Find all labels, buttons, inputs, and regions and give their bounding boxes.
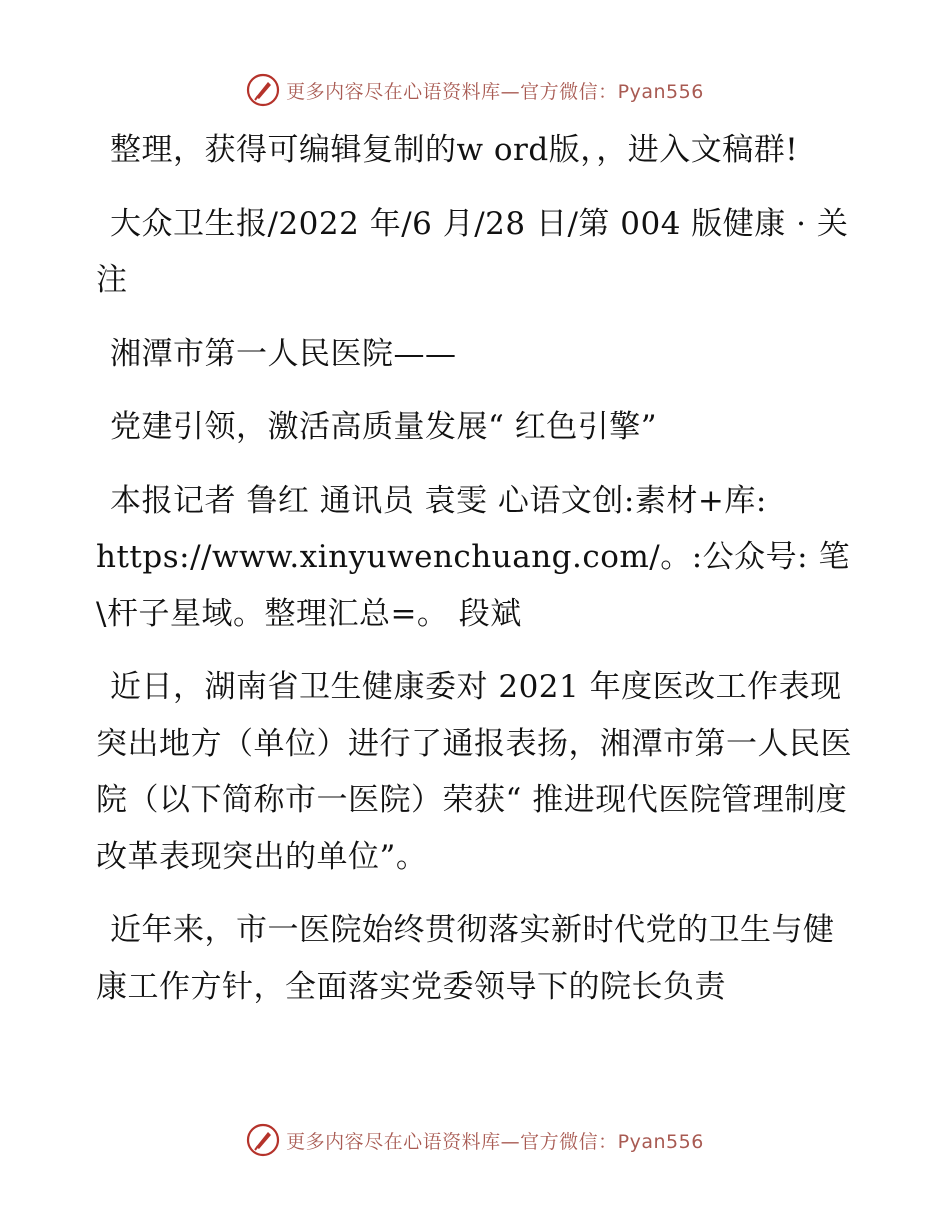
- paragraph-body: 近年来，市一医院始终贯彻落实新时代党的卫生与健康工作方针，全面落实党委领导下的院长负责: [96, 912, 835, 1005]
- header-banner-text: 更多内容尽在心语资料库—官方微信：Pyan556: [286, 80, 704, 103]
- paragraph-intro: 近日，湖南省卫生健康委对 2021 年度医改工作表现突出地方（单位）进行了通报表扬，湘潭市第一人民医院（以下简称市一医院）荣获“ 推进现代医院管理制度改革表现突出的单位”。: [96, 669, 852, 875]
- quill-pen-icon: [246, 73, 280, 107]
- footer-banner-text: 更多内容尽在心语资料库—官方微信：Pyan556: [286, 1130, 704, 1153]
- paragraph-source-line: 大众卫生报/2022 年/6 月/28 日/第 004 版健康 · 关注: [96, 205, 849, 298]
- paragraph-byline: 本报记者 鲁红 通讯员 袁雯 心语文创:素材+库: https://www.xinyuwenchuang.com/。:公众号: 笔\杆子星域。整理汇总=。 段斌: [96, 482, 850, 632]
- footer-banner: [0, 1120, 950, 1160]
- paragraph-notice: 整理，获得可编辑复制的w ord版，，进入文稿群!: [110, 132, 799, 168]
- header-banner: [0, 70, 950, 110]
- article-title: 党建引领，激活高质量发展“ 红色引擎”: [110, 409, 658, 445]
- paragraph-hospital-name: 湘潭市第一人民医院——: [110, 335, 457, 372]
- document-body: [96, 122, 852, 1032]
- quill-pen-icon: [246, 1123, 280, 1157]
